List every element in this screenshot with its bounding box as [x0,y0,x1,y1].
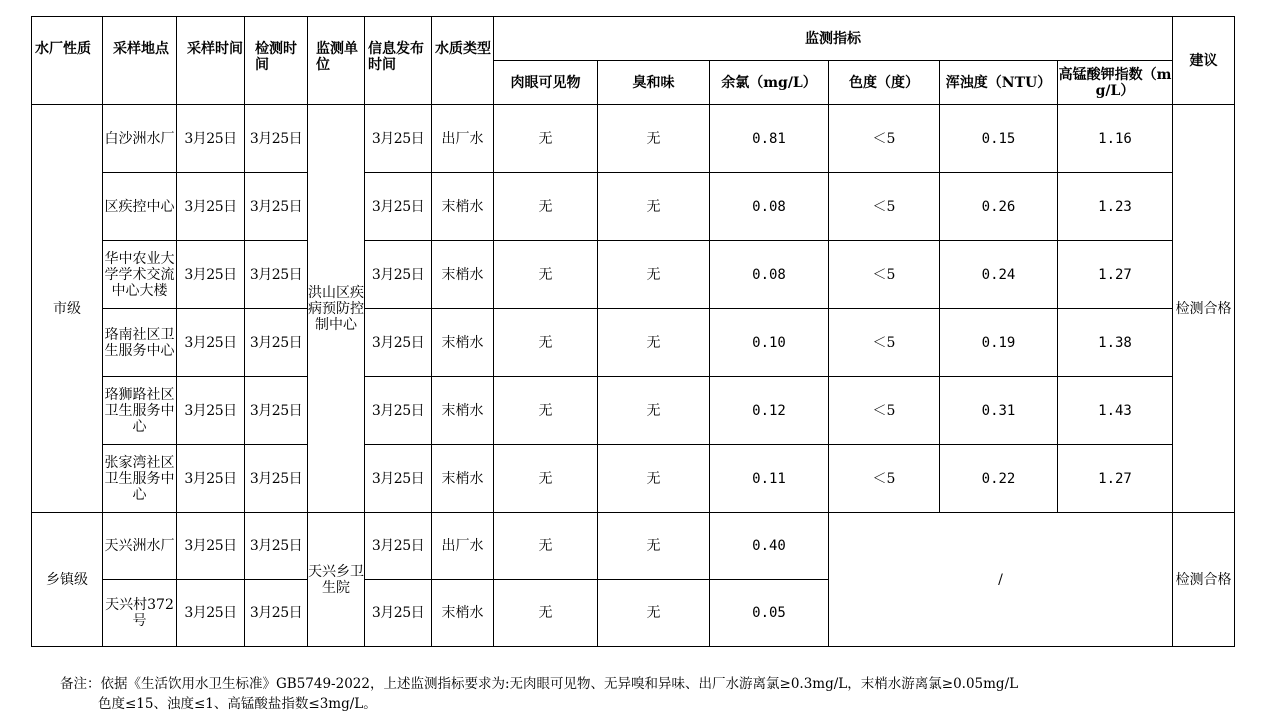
header-odor: 臭和味 [598,61,710,105]
color: ＜5 [829,173,940,241]
chlorine: 0.40 [710,513,829,580]
header-chlorine: 余氯（mg/L） [710,61,829,105]
footnote [60,674,1260,714]
sample-site: 天兴洲水厂 [103,513,177,580]
sample-time: 3月25日 [177,445,245,513]
visible-matter: 无 [494,105,598,173]
turbidity: 0.31 [940,377,1058,445]
header-unit: 监测单位 [308,17,365,105]
sample-time: 3月25日 [177,377,245,445]
header-row-1 [32,17,1235,61]
monitoring-unit-township: 天兴乡卫生院 [308,513,365,647]
publish-time: 3月25日 [365,241,432,309]
sample-time: 3月25日 [177,105,245,173]
footnote-line-1: 备注：依据《生活饮用水卫生标准》GB5749-2022，上述监测指标要求为:无肉眼可见物、无异嗅和异味、出厂水游离氯≥0.3mg/L，末梢水游离氯≥0.05mg/L [60,676,1019,692]
water-type: 末梢水 [432,309,494,377]
header-sample-site: 采样地点 [103,17,177,105]
odor: 无 [598,445,710,513]
header-color: 色度（度） [829,61,940,105]
chlorine: 0.12 [710,377,829,445]
water-type: 末梢水 [432,241,494,309]
sample-time: 3月25日 [177,241,245,309]
not-applicable: / [829,513,1173,647]
header-suggestion: 建议 [1173,17,1235,105]
kmno4-index: 1.16 [1058,105,1173,173]
suggestion-township: 检测合格 [1173,513,1235,647]
color: ＜5 [829,241,940,309]
header-sample-time: 采样时间 [177,17,245,105]
header-kmno4: 高锰酸钾指数（mg/L） [1058,61,1173,105]
table-row [32,445,1235,513]
chlorine: 0.10 [710,309,829,377]
table-row [32,513,1235,580]
table-row [32,241,1235,309]
test-time: 3月25日 [245,309,308,377]
sample-time: 3月25日 [177,173,245,241]
kmno4-index: 1.43 [1058,377,1173,445]
publish-time: 3月25日 [365,377,432,445]
visible-matter: 无 [494,309,598,377]
test-time: 3月25日 [245,580,308,647]
sample-site: 天兴村372号 [103,580,177,647]
publish-time: 3月25日 [365,513,432,580]
chlorine: 0.08 [710,241,829,309]
sample-site: 珞狮路社区卫生服务中心 [103,377,177,445]
monitoring-unit-city: 洪山区疾病预防控制中心 [308,105,365,513]
header-turbidity: 浑浊度（NTU） [940,61,1058,105]
odor: 无 [598,105,710,173]
sample-site: 华中农业大学学术交流中心大楼 [103,241,177,309]
test-time: 3月25日 [245,377,308,445]
chlorine: 0.05 [710,580,829,647]
chlorine: 0.11 [710,445,829,513]
visible-matter: 无 [494,513,598,580]
kmno4-index: 1.38 [1058,309,1173,377]
kmno4-index: 1.23 [1058,173,1173,241]
sample-time: 3月25日 [177,513,245,580]
header-plant-type: 水厂性质 [32,17,103,105]
odor: 无 [598,580,710,647]
visible-matter: 无 [494,580,598,647]
odor: 无 [598,513,710,580]
header-indicators: 监测指标 [494,17,1173,61]
table-row [32,377,1235,445]
plant-level-township: 乡镇级 [32,513,103,647]
color: ＜5 [829,445,940,513]
test-time: 3月25日 [245,105,308,173]
odor: 无 [598,377,710,445]
test-time: 3月25日 [245,241,308,309]
test-time: 3月25日 [245,173,308,241]
turbidity: 0.15 [940,105,1058,173]
turbidity: 0.24 [940,241,1058,309]
visible-matter: 无 [494,241,598,309]
footnote-line-2: 色度≤15、浊度≤1、高锰酸盐指数≤3mg/L。 [98,696,377,712]
table-row [32,173,1235,241]
sample-time: 3月25日 [177,309,245,377]
turbidity: 0.22 [940,445,1058,513]
table-row [32,309,1235,377]
water-type: 出厂水 [432,105,494,173]
color: ＜5 [829,377,940,445]
header-publish-time: 信息发布时间 [365,17,432,105]
table-row [32,105,1235,173]
water-type: 末梢水 [432,580,494,647]
kmno4-index: 1.27 [1058,445,1173,513]
visible-matter: 无 [494,445,598,513]
plant-level-city: 市级 [32,105,103,513]
turbidity: 0.26 [940,173,1058,241]
water-type: 末梢水 [432,173,494,241]
sample-site: 珞南社区卫生服务中心 [103,309,177,377]
water-type: 末梢水 [432,445,494,513]
suggestion-city: 检测合格 [1173,105,1235,513]
publish-time: 3月25日 [365,445,432,513]
publish-time: 3月25日 [365,309,432,377]
color: ＜5 [829,309,940,377]
publish-time: 3月25日 [365,580,432,647]
kmno4-index: 1.27 [1058,241,1173,309]
sample-site: 区疾控中心 [103,173,177,241]
test-time: 3月25日 [245,513,308,580]
odor: 无 [598,173,710,241]
visible-matter: 无 [494,173,598,241]
chlorine: 0.81 [710,105,829,173]
water-type: 出厂水 [432,513,494,580]
visible-matter: 无 [494,377,598,445]
publish-time: 3月25日 [365,105,432,173]
header-water-type: 水质类型 [432,17,494,105]
header-visible: 肉眼可见物 [494,61,598,105]
header-test-time: 检测时间 [245,17,308,105]
color: ＜5 [829,105,940,173]
water-quality-table [31,16,1235,647]
sample-site: 张家湾社区卫生服务中心 [103,445,177,513]
sample-time: 3月25日 [177,580,245,647]
turbidity: 0.19 [940,309,1058,377]
chlorine: 0.08 [710,173,829,241]
odor: 无 [598,241,710,309]
publish-time: 3月25日 [365,173,432,241]
water-type: 末梢水 [432,377,494,445]
sample-site: 白沙洲水厂 [103,105,177,173]
odor: 无 [598,309,710,377]
test-time: 3月25日 [245,445,308,513]
